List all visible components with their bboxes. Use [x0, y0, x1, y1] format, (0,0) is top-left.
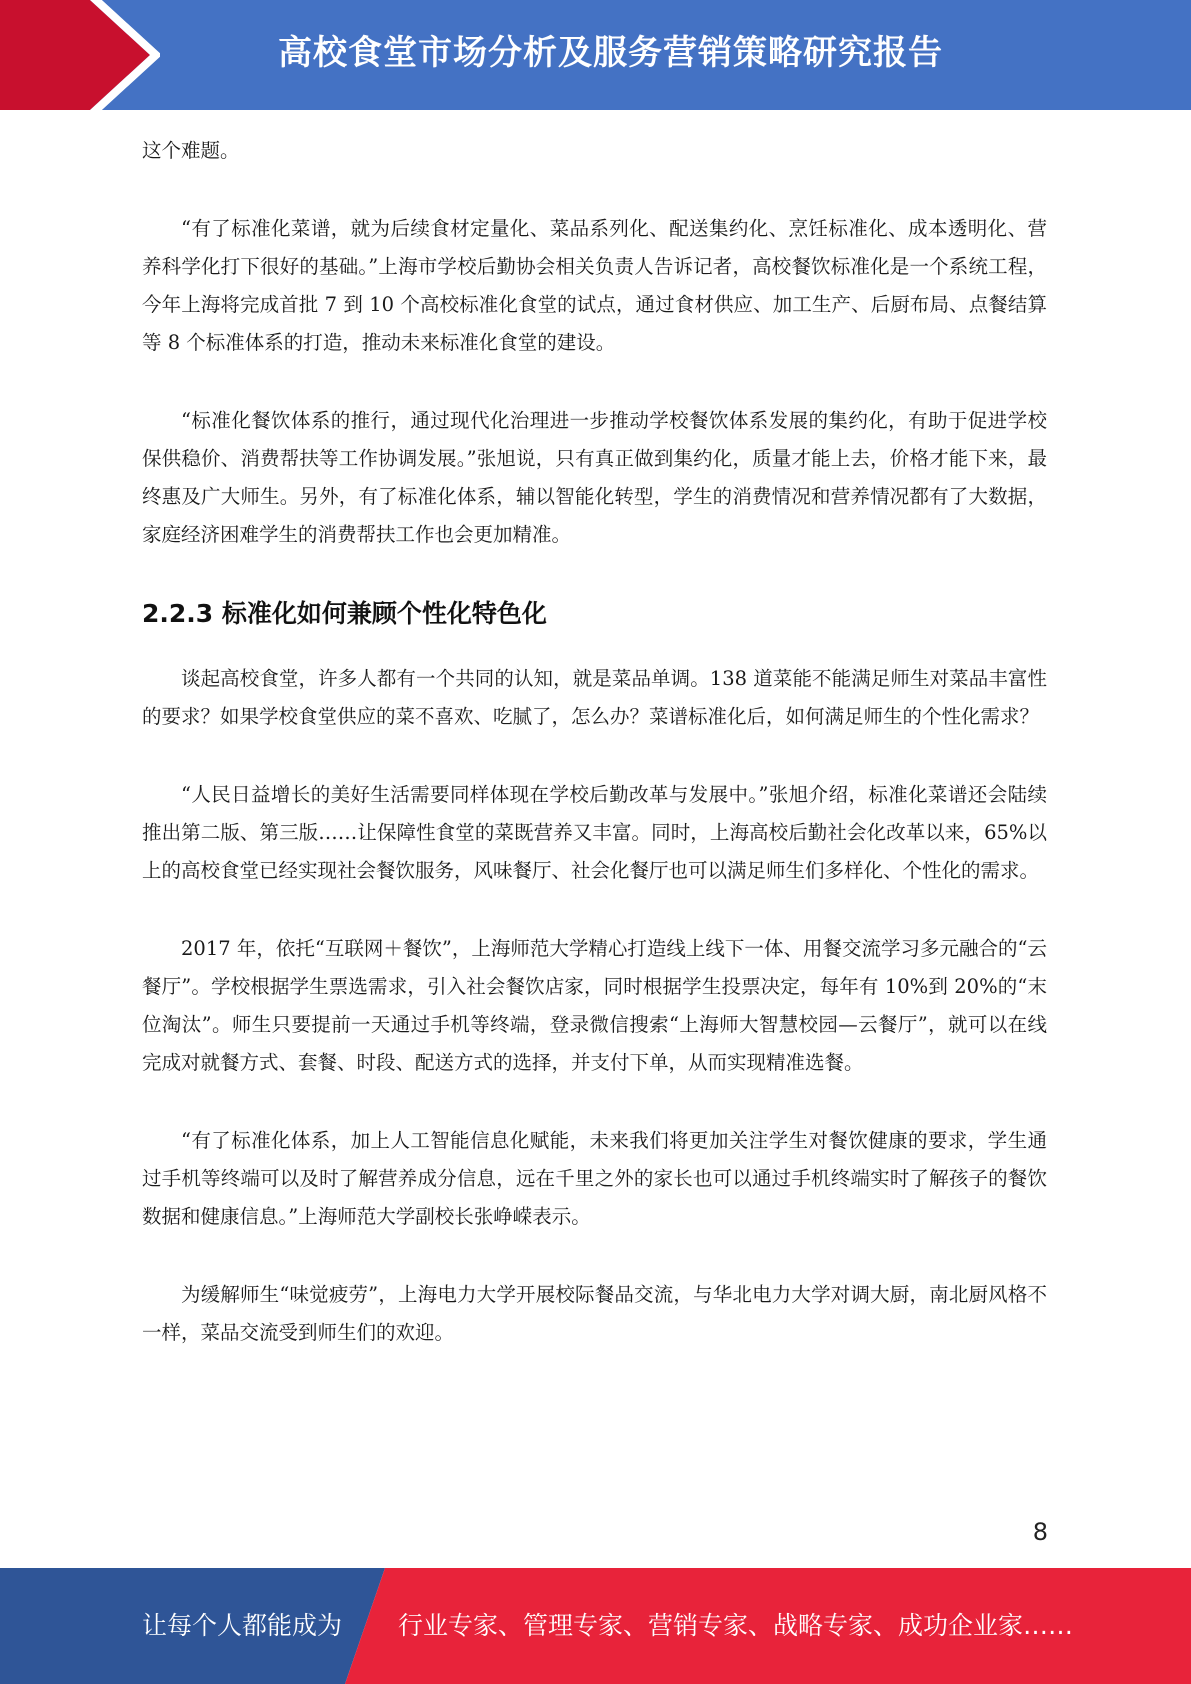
paragraph: 为缓解师生“味觉疲劳”，上海电力大学开展校际餐品交流，与华北电力大学对调大厨，南北厨风格不一样，菜品交流受到师生们的欢迎。 [142, 1283, 1047, 1344]
paragraph: 这个难题。 [142, 139, 240, 162]
paragraph: “标准化餐饮体系的推行，通过现代化治理进一步推动学校餐饮体系发展的集约化，有助于促进学校保供稳价、消费帮扶等工作协调发展。”张旭说，只有真正做到集约化，质量才能上去，价格才能下来，最终惠及广大师生。另外，有了标准化体系，辅以智能化转型，学生的消费情况和营养情况都有了大数据，家庭经济困难学生的消费帮扶工作也会更加精准。 [142, 409, 1047, 546]
paragraph: “有了标准化菜谱，就为后续食材定量化、菜品系列化、配送集约化、烹饪标准化、成本透明化、营养科学化打下很好的基础。”上海市学校后勤协会相关负责人告诉记者，高校餐饮标准化是一个系统工程，今年上海将完成首批 7 到 10 个高校标准化食堂的试点，通过食材供应、加工生产、后厨布局、点餐结算等 8 个标准体系的打造，推动未来标准化食堂的建设。 [142, 217, 1047, 354]
section-heading: 2.2.3 标准化如何兼顾个性化特色化 [142, 599, 547, 628]
page-footer [0, 1568, 1191, 1684]
page-header [0, 0, 1191, 110]
footer-slogan-left: 让每个人都能成为 [142, 1611, 343, 1640]
document-body [142, 132, 1047, 1392]
paragraph: 2017 年，依托“互联网＋餐饮”，上海师范大学精心打造线上线下一体、用餐交流学习多元融合的“云餐厅”。学校根据学生票选需求，引入社会餐饮店家，同时根据学生投票决定，每年有 10%到 20%的“末位淘汰”。师生只要提前一天通过手机等终端，登录微信搜索“上海师大智慧校园—云餐厅”，就可以在线完成对就餐方式、套餐、时段、配送方式的选择，并支付下单，从而实现精准选餐。 [142, 937, 1047, 1074]
report-title: 高校食堂市场分析及服务营销策略研究报告 [278, 33, 943, 73]
paragraph: “有了标准化体系，加上人工智能信息化赋能，未来我们将更加关注学生对餐饮健康的要求，学生通过手机等终端可以及时了解营养成分信息，远在千里之外的家长也可以通过手机终端实时了解孩子的餐饮数据和健康信息。”上海师范大学副校长张峥嵘表示。 [142, 1129, 1047, 1228]
paragraph: 谈起高校食堂，许多人都有一个共同的认知，就是菜品单调。138 道菜能不能满足师生对菜品丰富性的要求？如果学校食堂供应的菜不喜欢、吃腻了，怎么办？菜谱标准化后，如何满足师生的个性化需求？ [142, 667, 1047, 728]
header-chevron-icon [60, 0, 160, 110]
header-red-block [0, 0, 60, 110]
paragraph: “人民日益增长的美好生活需要同样体现在学校后勤改革与发展中。”张旭介绍，标准化菜谱还会陆续推出第二版、第三版……让保障性食堂的菜既营养又丰富。同时，上海高校后勤社会化改革以来，65%以上的高校食堂已经实现社会餐饮服务，风味餐厅、社会化餐厅也可以满足师生们多样化、个性化的需求。 [142, 783, 1047, 882]
page-number: 8 [1032, 1518, 1048, 1546]
footer-slogan-right: 行业专家、管理专家、营销专家、战略专家、成功企业家…… [398, 1611, 1074, 1640]
